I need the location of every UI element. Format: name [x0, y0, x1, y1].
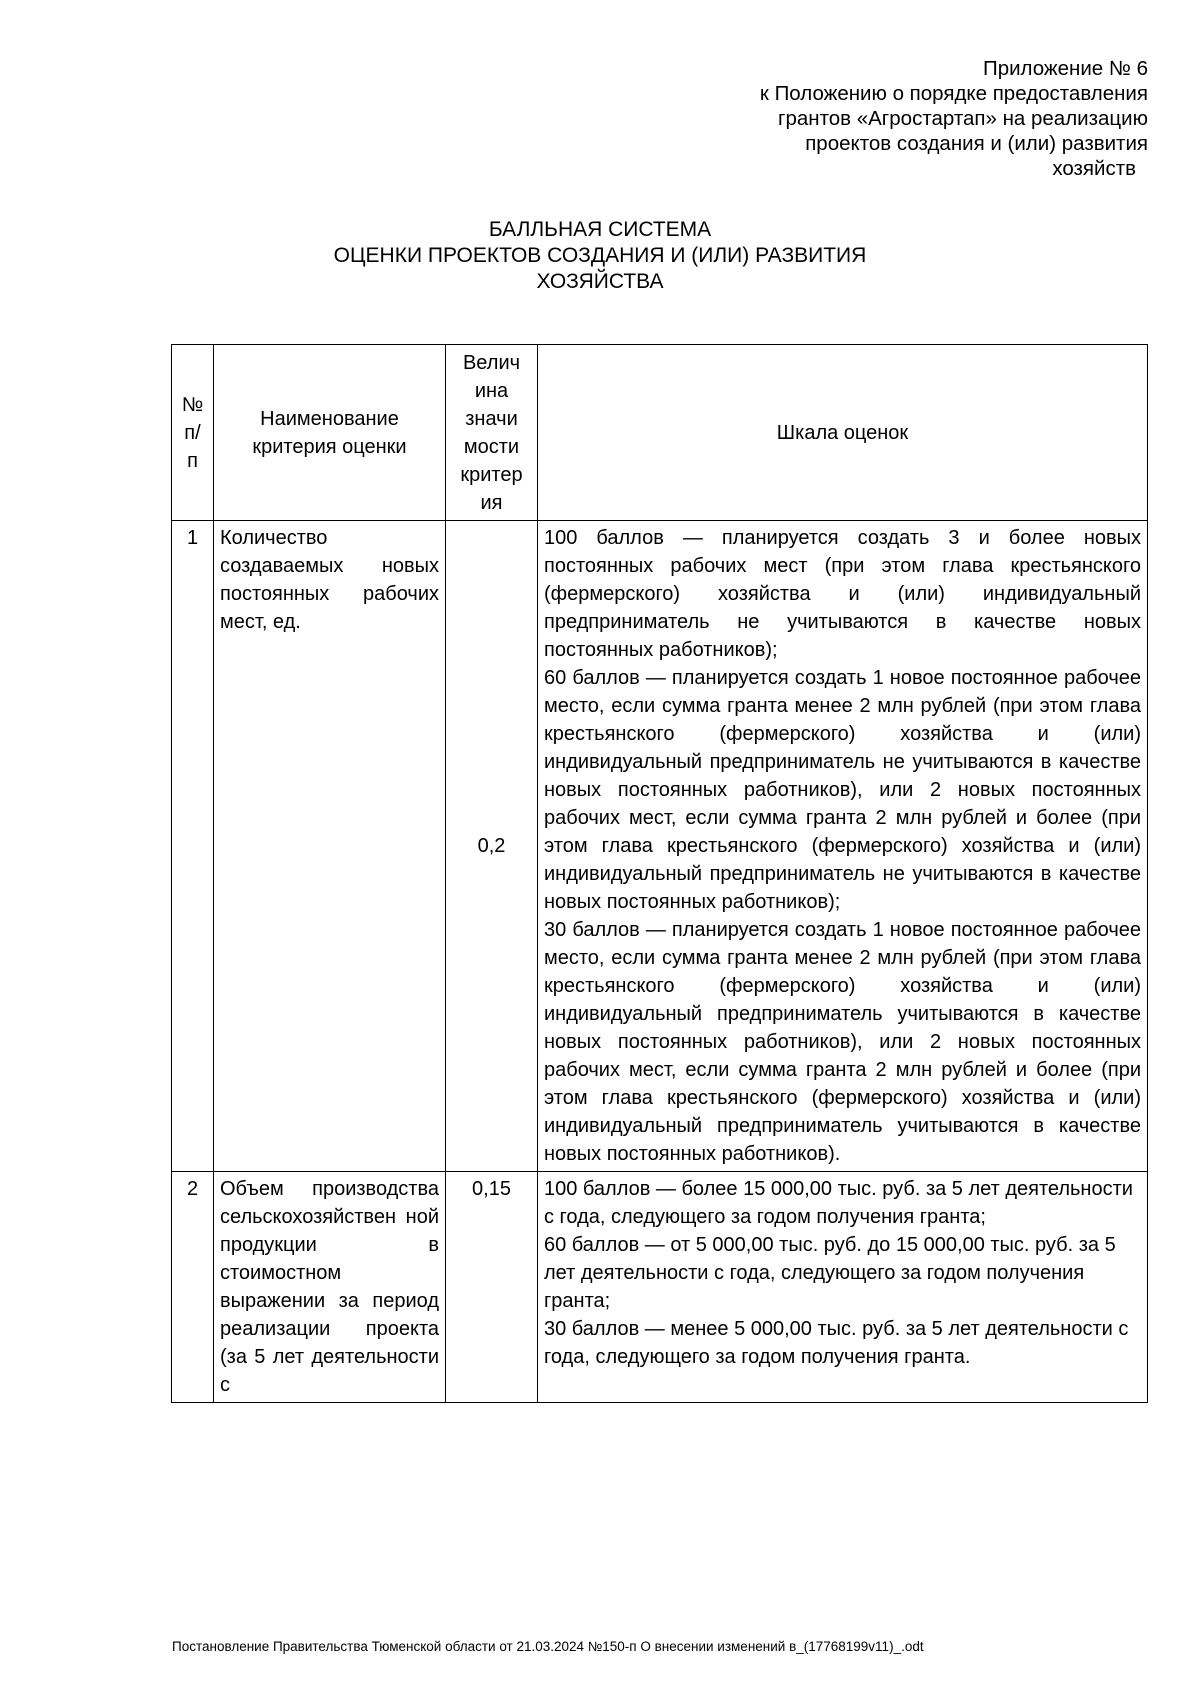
- scale-item: 60 баллов — от 5 000,00 тыс. руб. до 15 000,00 тыс. руб. за 5 лет деятельности с года, следующего за годом получения гранта;: [544, 1234, 1116, 1312]
- header-criterion-name: [214, 345, 446, 521]
- scale-item: 100 баллов — более 15 000,00 тыс. руб. за 5 лет деятельности с года, следующего за годом получения гранта;: [544, 1178, 1133, 1228]
- header-name-line: критерия оценки: [252, 435, 407, 458]
- header-weight-line: ия: [480, 491, 503, 514]
- annex-line: грантов «Агростартап» на реализацию: [777, 107, 1148, 130]
- criterion-weight: 0,2: [446, 521, 538, 1172]
- row-number: 1: [172, 521, 214, 1172]
- criterion-name: Объем производства сельскохозяйствен ной продукции в стоимостном выражении за период реализации проекта (за 5 лет деятельности с: [214, 1172, 446, 1403]
- footer-document-reference: Постановление Правительства Тюменской области от 21.03.2024 №150-п О внесении изменений в_(17768199v11)_.odt: [172, 1639, 924, 1654]
- header-weight-line: значи: [465, 407, 518, 430]
- criteria-table: [171, 344, 1148, 1403]
- title-line: ХОЗЯЙСТВА: [536, 270, 664, 293]
- title-line: ОЦЕНКИ ПРОЕКТОВ СОЗДАНИЯ И (ИЛИ) РАЗВИТИЯ: [333, 244, 867, 267]
- row-number: 2: [172, 1172, 214, 1403]
- header-weight-line: Велич: [462, 351, 521, 374]
- header-num-line: п: [187, 449, 198, 472]
- scale-cell: [538, 1172, 1148, 1403]
- scale-item: 100 баллов — планируется создать 3 и более новых постоянных рабочих мест (при этом глава крестьянского (фермерского) хозяйства и (или) индивидуальный предприниматель не учитываются в качестве новых постоянных работников);: [544, 527, 1141, 661]
- header-name-line: Наименование: [260, 407, 399, 430]
- header-num: [172, 345, 214, 521]
- table-row: [172, 1172, 1148, 1403]
- header-weight-line: критер: [460, 463, 523, 486]
- header-num-line: п/: [184, 421, 201, 444]
- table-row: [172, 521, 1148, 1172]
- title-line: БАЛЛЬНАЯ СИСТЕМА: [488, 218, 712, 241]
- annex-line: Приложение № 6: [982, 57, 1148, 80]
- annex-line: к Положению о порядке предоставления: [759, 82, 1148, 105]
- document-title: [0, 217, 1200, 295]
- annex-header: [528, 56, 1148, 181]
- header-scale: Шкала оценок: [538, 345, 1148, 521]
- criterion-weight: 0,15: [446, 1172, 538, 1403]
- header-num-line: №: [181, 393, 204, 416]
- scale-item: 30 баллов — менее 5 000,00 тыс. руб. за 5 лет деятельности с года, следующего за годом получения гранта.: [544, 1318, 1129, 1368]
- scale-item: 30 баллов — планируется создать 1 новое постоянное рабочее место, если сумма гранта менее 2 млн рублей (при этом глава крестьянского (фермерского) хозяйства и (или) индивидуальный предприниматель учитываются в качестве новых постоянных работников), или 2 новых постоянных рабочих мест, если сумма гранта 2 млн рублей и более (при этом глава крестьянского (фермерского) хозяйства и (или) индивидуальный предприниматель учитываются в качестве новых постоянных работников).: [544, 919, 1141, 1165]
- annex-line: хозяйств: [1052, 157, 1136, 180]
- header-weight: [446, 345, 538, 521]
- criterion-name: Количество создаваемых новых постоянных рабочих мест, ед.: [214, 521, 446, 1172]
- annex-line: проектов создания и (или) развития: [805, 132, 1148, 155]
- table-header-row: [172, 345, 1148, 521]
- header-weight-line: мости: [463, 435, 520, 458]
- scale-cell: [538, 521, 1148, 1172]
- header-weight-line: ина: [474, 379, 509, 402]
- scale-item: 60 баллов — планируется создать 1 новое постоянное рабочее место, если сумма гранта менее 2 млн рублей (при этом глава крестьянского (фермерского) хозяйства и (или) индивидуальный предприниматель не учитываются в качестве новых постоянных работников), или 2 новых постоянных рабочих мест, если сумма гранта 2 млн рублей и более (при этом глава крестьянского (фермерского) хозяйства и (или) индивидуальный предприниматель не учитываются в качестве новых постоянных работников);: [544, 667, 1141, 913]
